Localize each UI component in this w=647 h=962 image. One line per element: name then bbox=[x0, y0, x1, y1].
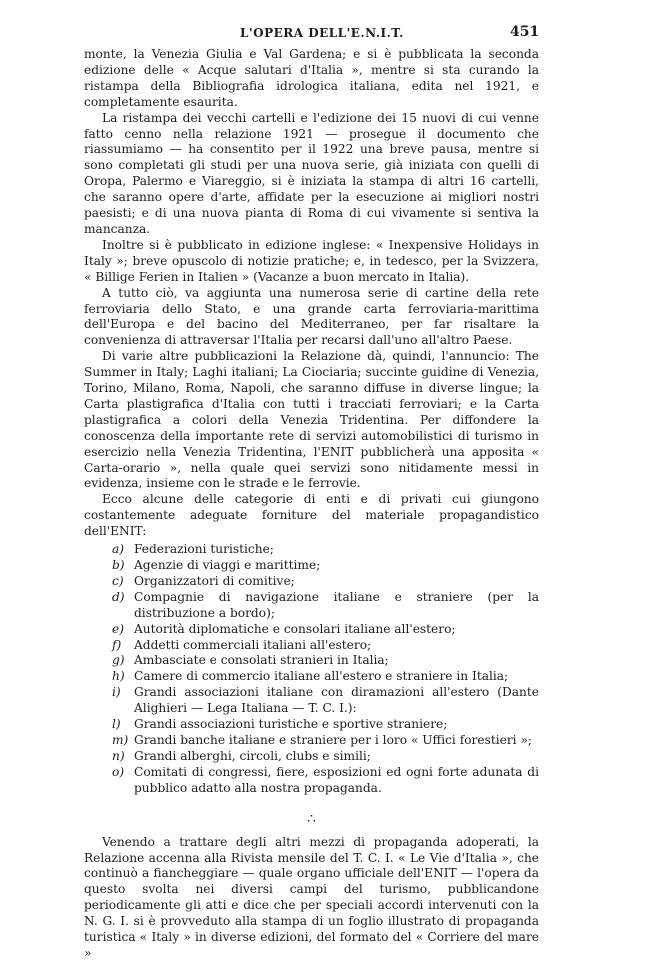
paragraph: Ecco alcune delle categorie di enti e di privati cui giungono costantemente adeguate forniture del materiale propagandistico dell'ENIT: bbox=[84, 492, 539, 539]
list-item-label: n) bbox=[112, 748, 125, 763]
running-title: L'OPERA DELL'E.N.I.T. bbox=[240, 26, 404, 40]
list-item bbox=[112, 638, 539, 654]
body-text bbox=[84, 47, 539, 962]
paragraph: Inoltre si è pubblicato in edizione inglese: « Inexpensive Holidays in Italy »; breve opuscolo di notizie pratiche; e, in tedesco, per la Svizzera, « Billige Ferien in Italien » (Vacanze a buon mercato in Italia). bbox=[84, 237, 539, 284]
list-item-label: d) bbox=[112, 589, 125, 604]
list-item-text: Grandi associazioni italiane con diramazioni all'estero (Dante Alighieri — Lega Italiana — T. C. I.): bbox=[134, 685, 539, 716]
list-item bbox=[112, 574, 539, 590]
list-item-text: Autorità diplomatiche e consolari italiane all'estero; bbox=[134, 621, 456, 636]
list-item-label: o) bbox=[112, 764, 125, 779]
list-item bbox=[112, 685, 539, 717]
list-item-label: h) bbox=[112, 669, 125, 684]
paragraph: La ristampa dei vecchi cartelli e l'edizione dei 15 nuovi di cui venne fatto cenno nella relazione 1921 — prosegue il documento che riassumiamo — ha consentito per il 1922 una breve pausa, mentre si sono completati gli studi per una nuova serie, già iniziata con quelli di Oropa, Palermo e Viareggio, si è iniziata la stampa di altri 16 cartelli, che saranno opere d'arte, affidate per la esecuzione ai migliori nostri paesisti; e di una nuova pianta di Roma di cui vivamente si sentiva la mancanza. bbox=[84, 110, 539, 236]
page-number: 451 bbox=[510, 24, 540, 40]
list-item-label: g) bbox=[112, 653, 125, 668]
list-item bbox=[112, 590, 539, 622]
list-item bbox=[112, 749, 539, 765]
list-item-text: Comitati di congressi, fiere, esposizioni ed ogni forte adunata di pubblico adatto alla nostra propaganda. bbox=[134, 764, 539, 795]
list-item-label: c) bbox=[112, 573, 124, 588]
list-item bbox=[112, 765, 539, 797]
list-item bbox=[112, 733, 539, 749]
list-item-label: b) bbox=[112, 558, 125, 572]
list-item-label: l) bbox=[112, 717, 121, 732]
list-item bbox=[112, 669, 539, 685]
section-break-ornament: ∴ bbox=[307, 810, 316, 827]
list-item bbox=[112, 558, 539, 574]
list-item-label: i) bbox=[112, 685, 121, 700]
list-item-text: Ambasciate e consolati stranieri in Italia; bbox=[134, 653, 389, 668]
list-item-text: Camere di commercio italiane all'estero e straniere in Italia; bbox=[134, 669, 509, 684]
list-item bbox=[112, 653, 539, 669]
list-item-label: e) bbox=[112, 621, 124, 636]
list-item-label: f) bbox=[112, 637, 122, 652]
list-item-text: Grandi banche italiane e straniere per i loro « Uffici forestieri »; bbox=[134, 732, 533, 747]
list-item-text: Addetti commerciali italiani all'estero; bbox=[134, 637, 372, 652]
list-item-label: a) bbox=[112, 542, 125, 557]
paragraph: Di varie altre pubblicazioni la Relazione dà, quindi, l'annuncio: The Summer in Italy; Laghi italiani; La Ciociaria; succinte guidine di Venezia, Torino, Milano, Roma, Napoli, che saranno diffuse in diverse lingue; la Carta plastigrafica d'Italia con tutti i tracciati ferroviari; e la Carta plastigrafica a colori della Venezia Tridentina. Per diffondere la conoscenza della importante rete di servizi automobilistici di turismo in esercizio nella Venezia Tridentina, l'ENIT pubblicherà una apposita « Carta-orario », nella quale quei servizi sono nitidamente messi in evidenza, insieme con le strade e le ferrovie. bbox=[84, 349, 539, 491]
paragraph: A tutto ciò, va aggiunta una numerosa serie di cartine della rete ferroviaria dello Stato, e una grande carta ferroviaria-marittima dell'Europa e del bacino del Mediterraneo, per far risaltare la convenienza di attraversar l'Italia per recarsi dall'uno all'altro Paese. bbox=[84, 285, 539, 348]
list-item bbox=[112, 717, 539, 733]
list-item-label: m) bbox=[112, 732, 129, 747]
category-list bbox=[84, 542, 539, 797]
paragraph: Venendo a trattare degli altri mezzi di propaganda adoperati, la Relazione accenna alla Rivista mensile del T. C. I. « Le Vie d'Italia », che continuò a fiancheggiare — quale organo ufficiale dell'ENIT — l'opera da questo svolta nei diversi campi del turismo, pubblicandone periodicamente gli atti e dice che per speciali accordi intervenuti con la N. G. I. si è provveduto alla stampa di un foglio illustrato di propaganda turistica « Italy » in diverse edizioni, del formato del « Corriere del mare » bbox=[84, 834, 539, 960]
list-item-text: Agenzie di viaggi e marittime; bbox=[134, 558, 321, 572]
paragraph: monte, la Venezia Giulia e Val Gardena; e si è pubblicata la seconda edizione delle « Acque salutari d'Italia », mentre si sta curando la ristampa della Bibliografia idrologica italiana, edita nel 1921, e completamente esaurita. bbox=[84, 47, 539, 109]
list-item bbox=[112, 542, 539, 558]
list-item bbox=[112, 622, 539, 638]
list-item-text: Organizzatori di comitive; bbox=[134, 573, 295, 588]
list-item-text: Grandi alberghi, circoli, clubs e simili; bbox=[134, 748, 371, 763]
list-item-text: Compagnie di navigazione italiane e straniere (per la distribuzione a bordo); bbox=[134, 589, 539, 620]
list-item-text: Grandi associazioni turistiche e sportive straniere; bbox=[134, 717, 448, 732]
list-item-text: Federazioni turistiche; bbox=[134, 542, 274, 557]
